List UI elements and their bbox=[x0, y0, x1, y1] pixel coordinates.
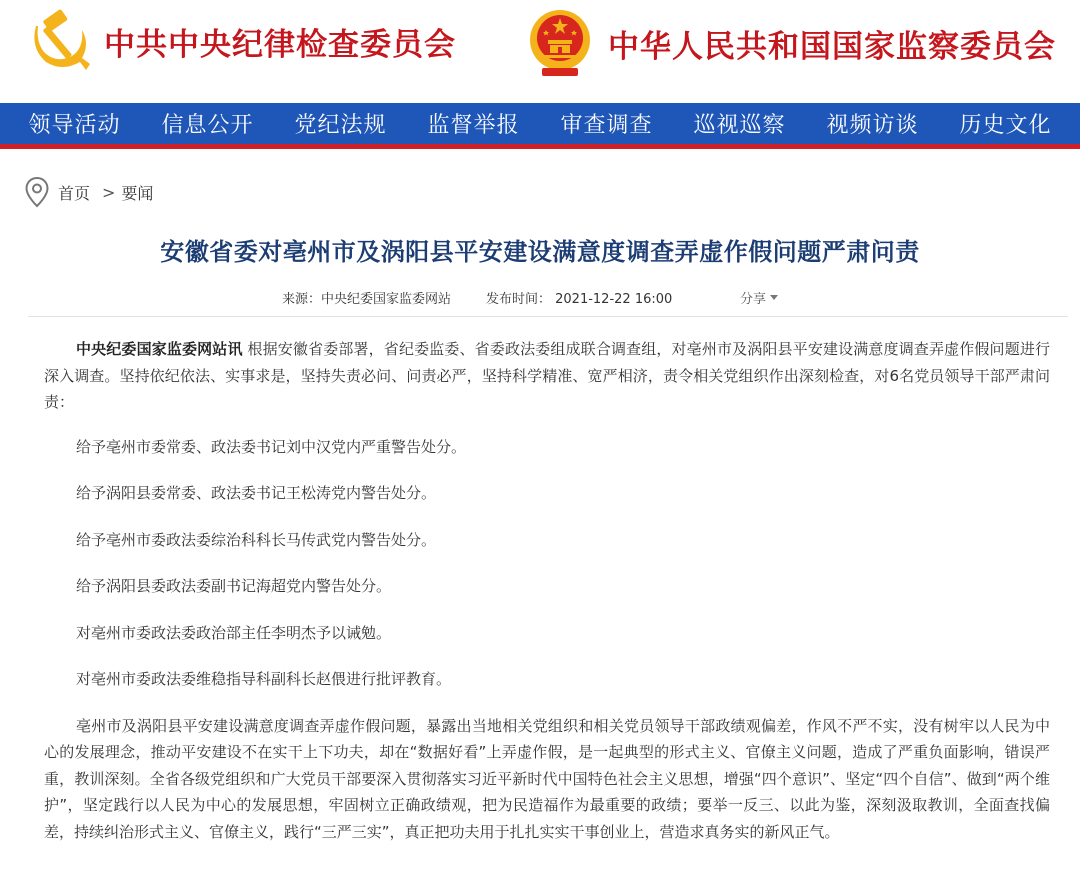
nav-list bbox=[0, 103, 1080, 144]
lead-text: 根据安徽省委部署，省纪委监委、省委政法委组成联合调查组，对亳州市及涡阳县平安建设满意度调查弄虚作假问题进行深入调查。坚持依纪依法、实事求是，坚持失责必问、问责必严，坚持科学精准、宽严相济，责令相关党组织作出深刻检查，对6名党员领导干部严肃问责： bbox=[44, 340, 1050, 411]
penalty-item: 对亳州市委政法委维稳指导科副科长赵偎进行批评教育。 bbox=[76, 670, 452, 688]
ccdi-brand[interactable] bbox=[28, 8, 456, 74]
breadcrumb bbox=[24, 176, 153, 208]
penalty-item: 给予亳州市委常委、政法委书记刘中汉党内严重警告处分。 bbox=[76, 437, 467, 456]
nav-item-video[interactable]: 视频访谈 bbox=[826, 113, 919, 138]
nsc-brand[interactable] bbox=[528, 8, 1056, 78]
location-pin-icon bbox=[24, 176, 50, 208]
article-publish-time: 发布时间： 2021-12-22 16:00 bbox=[486, 292, 673, 307]
share-label: 分享 bbox=[740, 292, 767, 307]
nav-item-report[interactable]: 监督举报 bbox=[427, 113, 520, 138]
penalty-item: 对亳州市委政法委政治部主任李明杰予以诫勉。 bbox=[76, 623, 392, 642]
breadcrumb-home[interactable]: 首页 bbox=[58, 183, 91, 203]
nav-item-regulations[interactable]: 党纪法规 bbox=[294, 113, 387, 138]
ccdi-name: 中共中央纪律检查委员会 bbox=[104, 26, 456, 63]
article-title: 安徽省委对亳州市及涡阳县平安建设满意度调查弄虚作假问题严肃问责 bbox=[160, 238, 920, 266]
penalty-item: 给予涡阳县委常委、政法委书记王松涛党内警告处分。 bbox=[76, 484, 437, 502]
nsc-name: 中华人民共和国国家监察委员会 bbox=[608, 28, 1056, 65]
nav-item-investigation[interactable]: 审查调查 bbox=[560, 113, 653, 138]
breadcrumb-separator: > bbox=[102, 182, 116, 202]
nav-item-inspection[interactable]: 巡视巡察 bbox=[693, 113, 786, 138]
conclusion-paragraph: 亳州市及涡阳县平安建设满意度调查弄虚作假问题，暴露出当地相关党组织和相关党员领导干部政绩观偏差，作风不严不实，没有树牢以人民为中心的发展理念，推动平安建设不在实干上下功夫，却在“数据好看”上弄虚作假，是一起典型的形式主义、官僚主义问题，造成了严重负面影响，错误严重，教训深刻。全省各级党组织和广大党员干部要深入贯彻落实习近平新时代中国特色社会主义思想，增强“四个意识”、坚定“四个自信”、做到“两个维护”，坚定践行以人民为中心的发展思想，牢固树立正确政绩观，把为民造福作为最重要的政绩；要举一反三、以此为鉴，深刻汲取教训，全面查找偏差，持续纠治形式主义、官僚主义，践行“三严三实”，真正把功夫用于扎扎实实干事创业上，营造求真务实的新风正气。 bbox=[44, 716, 1050, 841]
lead-dateline: 中央纪委国家监委网站讯 bbox=[76, 340, 243, 358]
penalty-item: 给予亳州市委政法委综治科科长马传武党内警告处分。 bbox=[76, 530, 437, 549]
nav-item-leadership[interactable]: 领导活动 bbox=[28, 113, 121, 138]
party-emblem-icon bbox=[28, 8, 92, 74]
nav-item-history[interactable]: 历史文化 bbox=[959, 113, 1052, 138]
breadcrumb-current[interactable]: 要闻 bbox=[121, 183, 154, 203]
penalty-item: 给予涡阳县委政法委副书记海超党内警告处分。 bbox=[76, 577, 392, 595]
article-source: 来源：中央纪委国家监委网站 bbox=[282, 292, 452, 307]
caret-down-icon bbox=[770, 295, 778, 300]
nav-item-info-disclosure[interactable]: 信息公开 bbox=[161, 113, 254, 138]
site-header bbox=[0, 0, 1080, 103]
meta-divider bbox=[28, 316, 1068, 317]
main-nav bbox=[0, 103, 1080, 144]
nav-red-line bbox=[0, 144, 1080, 149]
national-emblem-icon bbox=[528, 8, 592, 78]
article-body bbox=[44, 336, 1050, 845]
share-button[interactable] bbox=[740, 288, 778, 307]
lead-paragraph bbox=[44, 336, 1050, 416]
